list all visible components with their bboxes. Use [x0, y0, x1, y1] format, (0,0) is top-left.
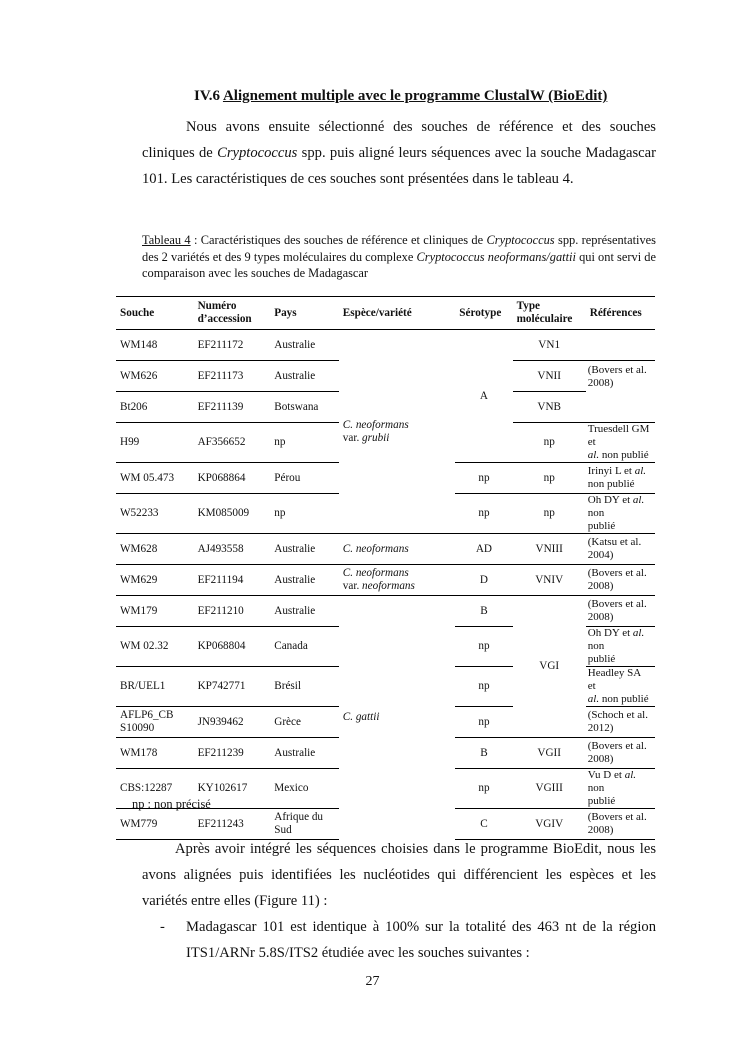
cell-serotype: np: [455, 707, 512, 738]
cell-type: VNII: [513, 361, 586, 392]
cell-espece: C. neoformans var. neoformans: [339, 565, 455, 596]
cell-serotype: AD: [455, 534, 512, 565]
intro-text-2: spp. puis aligné leurs séquences avec la souche Madagascar 101. Les caractéristiques de ces souches sont présentées dans le tableau 4.: [142, 145, 656, 187]
cell-souche: WM628: [116, 534, 194, 565]
header-type: Type moléculaire: [513, 297, 586, 330]
cell-pays: Botswana: [270, 392, 339, 423]
cell-souche: BR/UEL1: [116, 667, 194, 707]
cell-ref: Vu D et al. non publié: [586, 769, 655, 809]
cell-serotype: np: [455, 667, 512, 707]
cell-serotype: np: [455, 769, 512, 809]
cell-pays: np: [270, 494, 339, 534]
cell-souche: CBS:12287: [116, 769, 194, 809]
after-paragraph: Après avoir intégré les séquences choisies dans le programme BioEdit, nous les avons alignées puis identifiées les nucléotides qui différencient les espèces et les variétés entre elles (Figure 11) :: [142, 841, 656, 909]
cell-numero: KY102617: [194, 769, 271, 809]
header-references: Références: [586, 297, 655, 330]
cell-ref-empty: [586, 330, 655, 361]
cell-numero: KP068804: [194, 627, 271, 667]
cell-ref: (Bovers et al. 2008): [586, 565, 655, 596]
cell-souche: WM178: [116, 738, 194, 769]
header-serotype: Sérotype: [455, 297, 512, 330]
cell-pays: Grèce: [270, 707, 339, 738]
cell-pays: Australie: [270, 361, 339, 392]
cell-serotype: np: [455, 627, 512, 667]
table-header-row: [116, 297, 655, 330]
cell-souche: WM 02.32: [116, 627, 194, 667]
cell-espece: C. neoformans: [339, 534, 455, 565]
cell-numero: EF211172: [197, 338, 244, 351]
cell-serotype-a: A: [479, 389, 488, 402]
cell-numero: JN939462: [194, 707, 271, 738]
caption-text-2: spp. représentatives des 2 variétés et des 9 types moléculaires du complexe: [142, 233, 656, 264]
header-espece: Espèce/variété: [339, 297, 455, 330]
list-dash: -: [160, 919, 165, 935]
section-title: Alignement multiple avec le programme ClustalW (BioEdit): [222, 88, 608, 104]
cell-pays: Afrique du Sud: [270, 809, 339, 840]
cell-type: VN1: [538, 338, 561, 351]
caption-text-1: : Caractéristiques des souches de référence et cliniques de: [190, 233, 487, 247]
cell-pays: np: [270, 423, 339, 463]
cell-pays: Brésil: [270, 667, 339, 707]
cell-numero: EF211173: [194, 361, 271, 392]
cell-pays: Australie: [270, 534, 339, 565]
strains-table: [116, 296, 655, 840]
cell-souche: WM629: [116, 565, 194, 596]
list-item: Madagascar 101 est identique à 100% sur la totalité des 463 nt de la région ITS1/ARNr 5.8S/ITS2 étudiée avec les souches suivantes :: [186, 919, 656, 961]
cell-espece-gattii: C. gattii: [339, 596, 455, 840]
section-number: IV.6: [194, 88, 220, 104]
cell-souche: WM 05.473: [116, 463, 194, 494]
page-number: 27: [365, 974, 380, 989]
cell-serotype: B: [455, 596, 512, 627]
cell-souche: H99: [116, 423, 194, 463]
cell-numero: EF211194: [194, 565, 271, 596]
cell-ref: (Bovers et al. 2008): [586, 809, 655, 840]
cell-serotype: np: [455, 463, 512, 494]
cell-pays: Mexico: [270, 769, 339, 809]
cell-ref-bovers: (Bovers et al. 2008): [586, 361, 655, 423]
cell-pays: Pérou: [270, 463, 339, 494]
cell-souche: W52233: [116, 494, 194, 534]
cell-numero: AJ493558: [194, 534, 271, 565]
cell-type-vgi: VGI: [513, 596, 586, 738]
cell-pays: Australie: [270, 738, 339, 769]
cell-ref: (Schoch et al. 2012): [586, 707, 655, 738]
table-row: [116, 596, 655, 627]
cell-serotype: D: [455, 565, 512, 596]
cell-ref: (Bovers et al. 2008): [586, 596, 655, 627]
cell-espece-grubii: C. neoformans var. grubii: [342, 418, 409, 444]
cell-serotype: np: [455, 494, 512, 534]
table-row: [116, 534, 655, 565]
cell-pays: Australie: [274, 338, 316, 351]
intro-paragraph: [142, 114, 656, 192]
cell-ref: (Katsu et al. 2004): [586, 534, 655, 565]
cell-type: VGII: [513, 738, 586, 769]
cell-ref: Oh DY et al. non publié: [586, 627, 655, 667]
cell-pays: Australie: [270, 565, 339, 596]
caption-genus: Cryptococcus: [486, 233, 555, 247]
cell-numero: EF211239: [194, 738, 271, 769]
table-footnote: np : non précisé: [132, 797, 211, 811]
cell-souche: AFLP6_CB S10090: [116, 707, 194, 738]
cell-ref: (Bovers et al. 2008): [586, 738, 655, 769]
cell-numero: AF356652: [194, 423, 271, 463]
cell-type: VNIV: [513, 565, 586, 596]
section-heading: [194, 88, 607, 105]
table-caption: [142, 232, 656, 282]
table-row: [116, 330, 655, 361]
intro-text-1: Nous avons ensuite sélectionné des souches de référence et des souches cliniques de: [142, 119, 656, 161]
cell-pays: Canada: [270, 627, 339, 667]
cell-souche: WM148: [120, 338, 158, 351]
cell-souche: WM626: [116, 361, 194, 392]
table-row: [116, 565, 655, 596]
caption-text-3: qui ont servi de comparaison avec les souches de Madagascar: [142, 249, 656, 280]
caption-complex: Cryptococcus neoformans/gattii: [416, 249, 576, 264]
cell-ref: Truesdell GM et al. non publié: [586, 423, 655, 463]
cell-serotype: B: [455, 738, 512, 769]
cell-type: np: [513, 423, 586, 463]
cell-ref: Oh DY et al. non publié: [586, 494, 655, 534]
cell-souche: Bt206: [116, 392, 194, 423]
cell-pays: Australie: [270, 596, 339, 627]
header-souche: Souche: [116, 297, 194, 330]
cell-souche: WM779: [116, 809, 194, 840]
cell-numero: EF211139: [194, 392, 271, 423]
cell-serotype: C: [455, 809, 512, 840]
cell-type: np: [513, 463, 586, 494]
cell-numero: EF211243: [194, 809, 271, 840]
cell-type: VGIV: [513, 809, 586, 840]
intro-genus: Cryptococcus: [217, 145, 298, 161]
cell-numero: KP742771: [194, 667, 271, 707]
cell-ref: Headley SA et al. non publié: [586, 667, 655, 707]
cell-type: np: [513, 494, 586, 534]
cell-type: VGIII: [513, 769, 586, 809]
cell-numero: KM085009: [194, 494, 271, 534]
cell-type: VNB: [513, 392, 586, 423]
cell-type: VNIII: [513, 534, 586, 565]
caption-label: Tableau 4: [142, 233, 191, 247]
cell-numero: KP068864: [194, 463, 271, 494]
cell-numero: EF211210: [194, 596, 271, 627]
cell-souche: WM179: [116, 596, 194, 627]
cell-ref: Irinyi L et al. non publié: [586, 463, 655, 494]
header-pays: Pays: [270, 297, 339, 330]
header-numero: Numéro d’accession: [194, 297, 271, 330]
